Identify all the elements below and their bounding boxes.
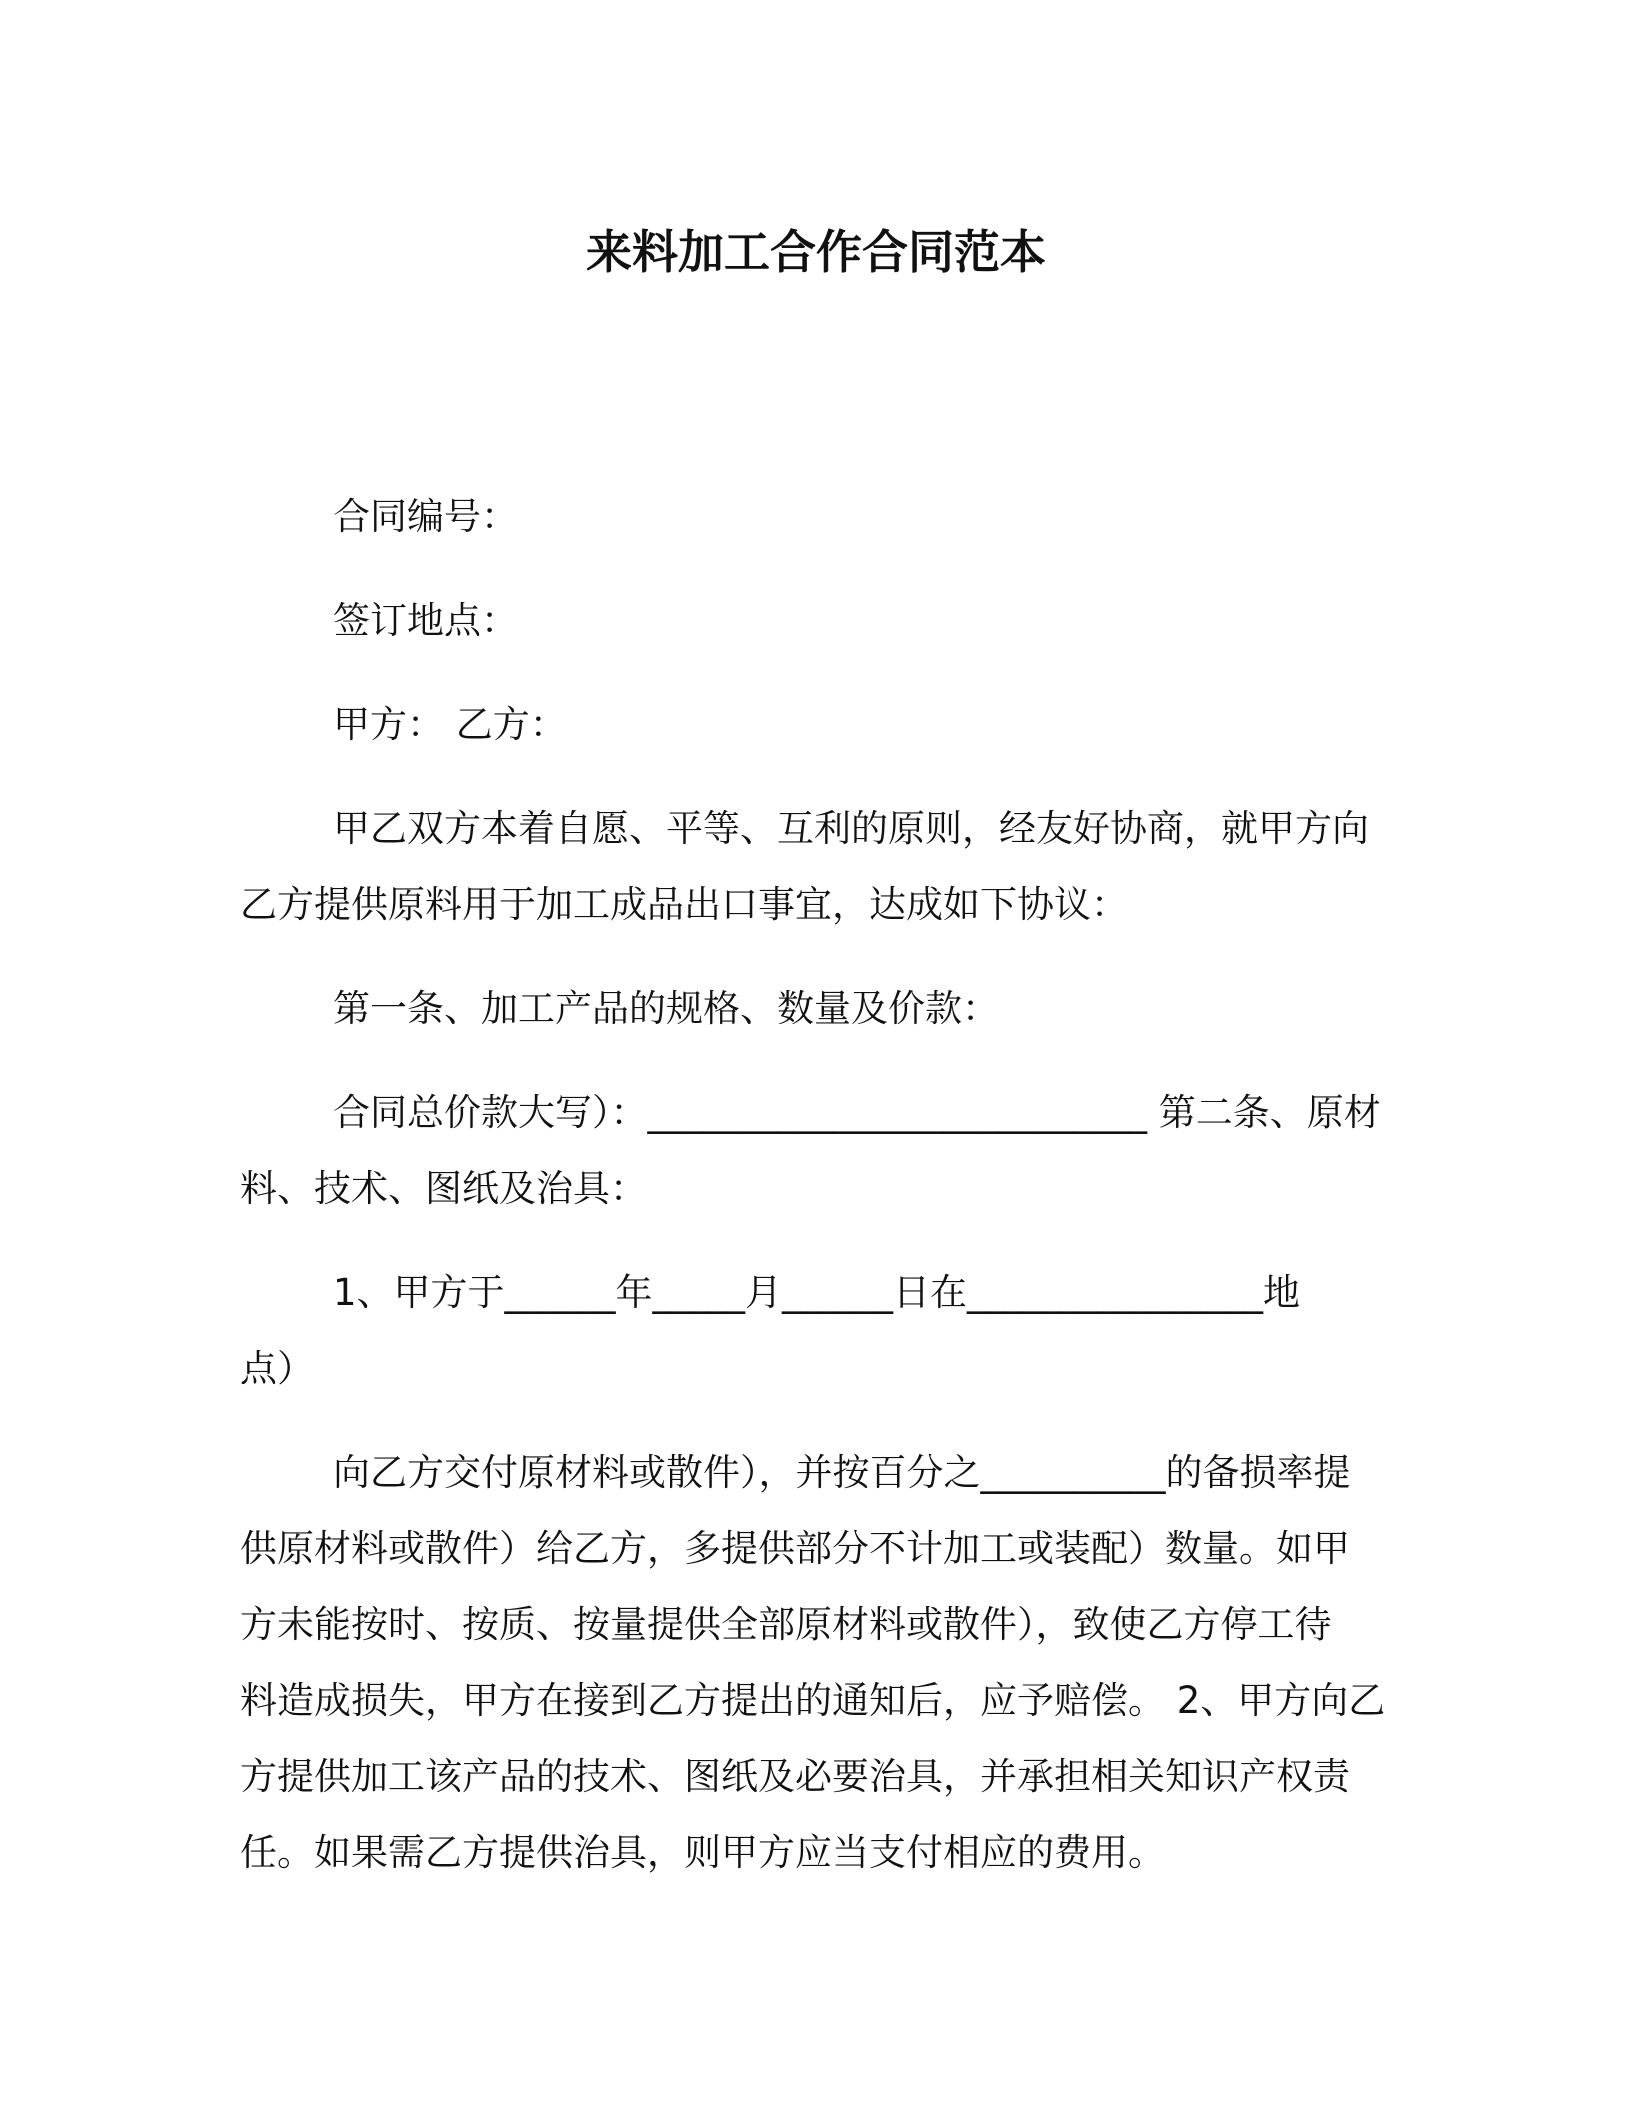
- contract-number-line: 合同编号：: [333, 495, 518, 538]
- paragraph-line: 任。如果需乙方提供治具，则甲方应当支付相应的费用。: [240, 1831, 1165, 1874]
- paragraph-line: 供原材料或散件）给乙方，多提供部分不计加工或装配）数量。如甲: [240, 1527, 1350, 1570]
- signing-place-line: 签订地点：: [333, 599, 518, 642]
- paragraph-line: 甲乙双方本着自愿、平等、互利的原则，经友好协商，就甲方向: [333, 807, 1369, 850]
- paragraph-line: 向乙方交付原材料或散件），并按百分之__________的备损率提: [333, 1451, 1351, 1494]
- paragraph-line: 点）: [240, 1347, 314, 1390]
- paragraph-line: 乙方提供原料用于加工成品出口事宜，达成如下协议：: [240, 883, 1128, 926]
- paragraph-line: 料、技术、图纸及治具：: [240, 1167, 647, 1210]
- paragraph-line: 1、甲方于______年_____月______日在________________地: [333, 1271, 1301, 1314]
- parties-line: 甲方： 乙方：: [333, 703, 567, 746]
- article-heading: 第一条、加工产品的规格、数量及价款：: [333, 987, 999, 1030]
- document-title: 来料加工合作合同范本: [586, 225, 1046, 279]
- paragraph-line: 方未能按时、按质、按量提供全部原材料或散件），致使乙方停工待: [240, 1603, 1332, 1646]
- paragraph-line: 方提供加工该产品的技术、图纸及必要治具，并承担相关知识产权责: [240, 1755, 1350, 1798]
- paragraph-line: 料造成损失，甲方在接到乙方提出的通知后，应予赔偿。 2、甲方向乙: [240, 1679, 1386, 1722]
- paragraph-line: 合同总价款大写）：___________________________ 第二条、原材: [333, 1091, 1381, 1134]
